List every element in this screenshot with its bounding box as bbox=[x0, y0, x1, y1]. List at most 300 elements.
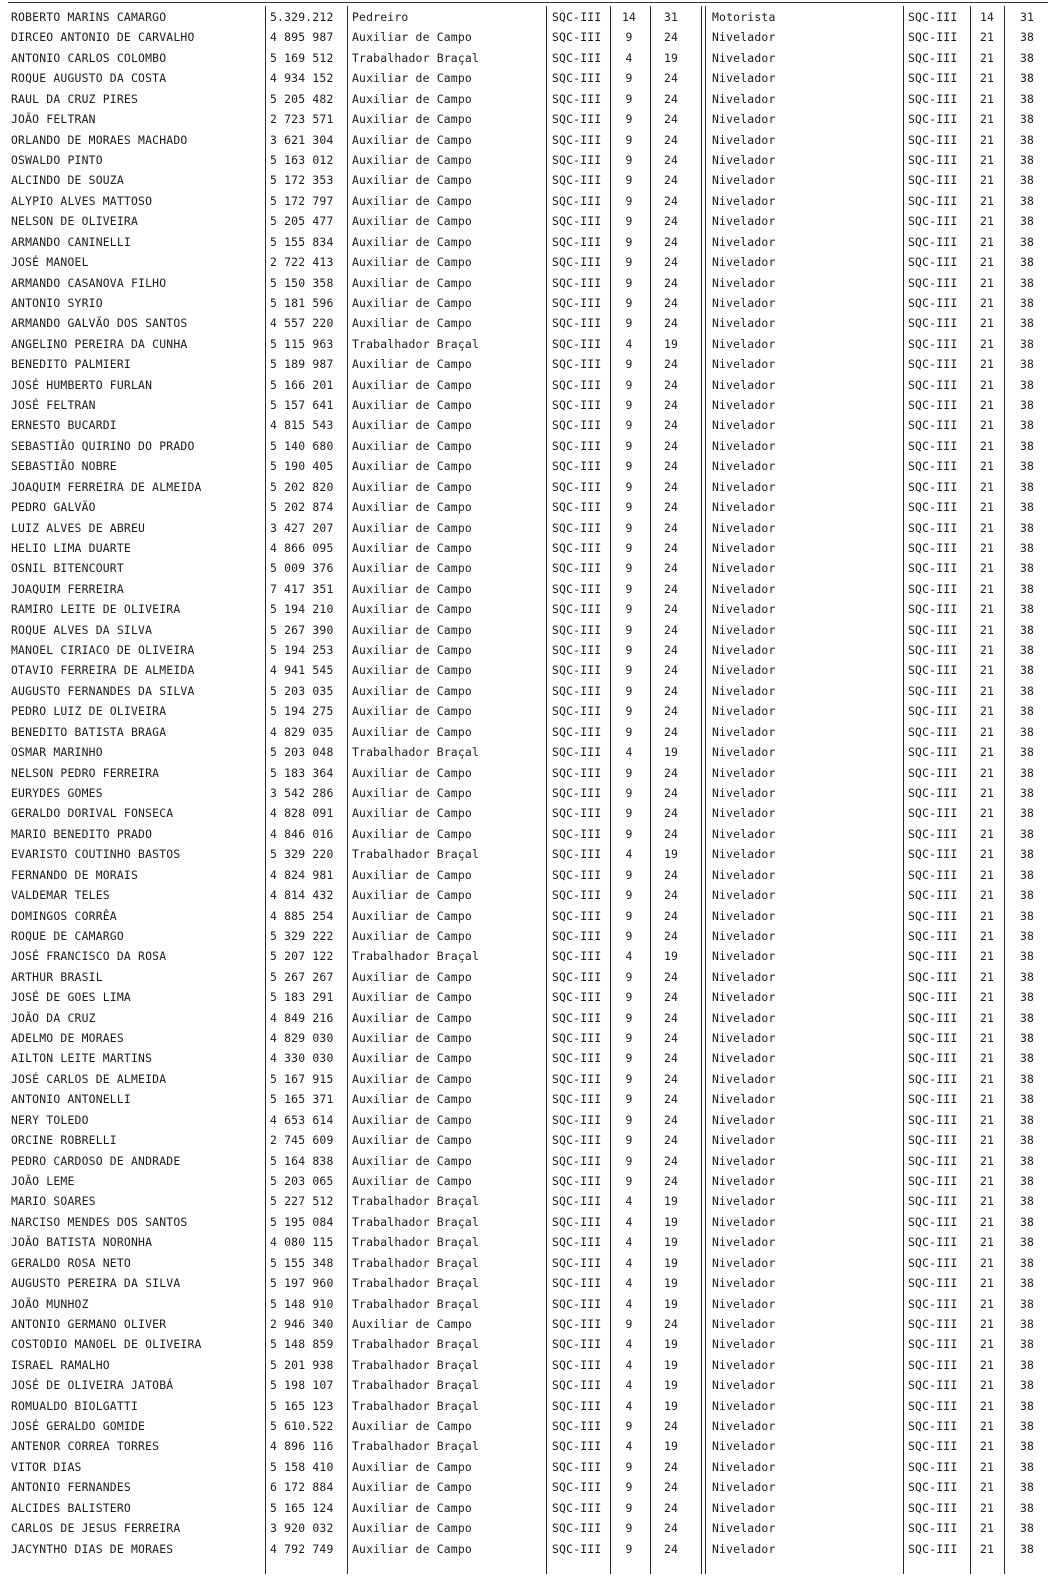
new-level: SQC-III bbox=[908, 1010, 958, 1025]
employee-name: ORLANDO DE MORAES MACHADO bbox=[11, 132, 188, 147]
new-grade-b: 38 bbox=[1019, 724, 1035, 739]
current-grade-a: 4 bbox=[625, 745, 633, 760]
employee-id: 5 227 512 bbox=[270, 1194, 334, 1209]
current-grade-a: 9 bbox=[625, 1500, 633, 1515]
current-role: Auxiliar de Campo bbox=[352, 1133, 472, 1148]
employee-name: NARCISO MENDES DOS SANTOS bbox=[11, 1214, 188, 1229]
new-grade-a: 21 bbox=[979, 1276, 995, 1290]
new-grade-b: 38 bbox=[1019, 1031, 1035, 1045]
table-row bbox=[0, 354, 1052, 374]
new-level: SQC-III bbox=[908, 683, 958, 698]
current-grade-a: 9 bbox=[625, 132, 633, 147]
current-role: Auxiliar de Campo bbox=[352, 622, 472, 637]
new-level: SQC-III bbox=[908, 295, 958, 310]
table-row bbox=[0, 191, 1052, 211]
employee-name: OSMAR MARINHO bbox=[11, 745, 103, 760]
current-role: Trabalhador Braçal bbox=[352, 1235, 480, 1250]
current-level: SQC-III bbox=[552, 990, 602, 1005]
new-level: SQC-III bbox=[908, 520, 958, 535]
current-grade-a: 9 bbox=[625, 826, 633, 841]
employee-id: 4 653 614 bbox=[270, 1112, 334, 1127]
new-level: SQC-III bbox=[908, 173, 958, 188]
new-grade-b: 38 bbox=[1019, 622, 1035, 637]
current-role: Auxiliar de Campo bbox=[352, 71, 472, 86]
current-grade-a: 9 bbox=[625, 602, 633, 617]
employee-name: SEBASTIÃO NOBRE bbox=[11, 459, 117, 474]
current-level: SQC-III bbox=[552, 1153, 602, 1168]
employee-name: ANTENOR CORREA TORRES bbox=[11, 1439, 160, 1454]
current-grade-b: 24 bbox=[663, 786, 679, 800]
new-grade-b: 38 bbox=[1019, 1500, 1035, 1515]
employee-name: RAUL DA CRUZ PIRES bbox=[11, 91, 139, 106]
new-role: Nivelador bbox=[712, 479, 776, 494]
current-level: SQC-III bbox=[552, 1541, 602, 1556]
new-role: Nivelador bbox=[712, 418, 776, 433]
current-level: SQC-III bbox=[552, 1092, 602, 1107]
current-level: SQC-III bbox=[552, 745, 602, 760]
table-row bbox=[0, 1048, 1052, 1068]
current-role: Auxiliar de Campo bbox=[352, 888, 472, 903]
table-row bbox=[0, 1191, 1052, 1211]
current-level: SQC-III bbox=[552, 1051, 602, 1066]
new-grade-b: 38 bbox=[1019, 30, 1035, 45]
current-level: SQC-III bbox=[552, 1419, 602, 1433]
current-level: SQC-III bbox=[552, 1337, 602, 1352]
current-role: Trabalhador Braçal bbox=[352, 50, 480, 65]
current-grade-b: 24 bbox=[663, 969, 679, 984]
current-grade-b: 19 bbox=[663, 1194, 679, 1209]
current-level: SQC-III bbox=[552, 214, 602, 229]
current-role: Trabalhador Braçal bbox=[352, 1439, 480, 1454]
current-grade-a: 9 bbox=[625, 418, 633, 433]
current-role: Auxiliar de Campo bbox=[352, 1316, 472, 1331]
table-row bbox=[0, 987, 1052, 1007]
current-grade-b: 19 bbox=[663, 1357, 679, 1372]
current-role: Trabalhador Braçal bbox=[352, 745, 480, 760]
current-grade-a: 9 bbox=[625, 1112, 633, 1127]
employee-id: 5 181 596 bbox=[270, 295, 334, 310]
employee-id: 3 542 286 bbox=[270, 786, 334, 800]
new-grade-a: 21 bbox=[979, 561, 995, 576]
table-row bbox=[0, 1416, 1052, 1436]
new-grade-a: 21 bbox=[979, 377, 995, 392]
employee-name: FERNANDO DE MORAIS bbox=[11, 867, 139, 882]
current-role: Trabalhador Braçal bbox=[352, 1194, 480, 1209]
new-role: Nivelador bbox=[712, 1541, 776, 1556]
new-role: Nivelador bbox=[712, 765, 776, 780]
table-row bbox=[0, 1518, 1052, 1538]
current-grade-b: 24 bbox=[663, 1541, 679, 1556]
new-grade-a: 21 bbox=[979, 1235, 995, 1250]
employee-name: RAMIRO LEITE DE OLIVEIRA bbox=[11, 602, 181, 617]
current-grade-a: 4 bbox=[625, 1398, 633, 1413]
current-grade-b: 19 bbox=[663, 1255, 679, 1270]
new-grade-b: 38 bbox=[1019, 479, 1035, 494]
new-level: SQC-III bbox=[908, 30, 958, 45]
current-level: SQC-III bbox=[552, 357, 602, 372]
table-row bbox=[0, 1477, 1052, 1497]
employee-name: ANGELINO PEREIRA DA CUNHA bbox=[11, 336, 188, 351]
new-grade-b: 38 bbox=[1019, 1419, 1035, 1433]
new-grade-a: 21 bbox=[979, 1153, 995, 1168]
current-role: Auxiliar de Campo bbox=[352, 1500, 472, 1515]
current-grade-b: 24 bbox=[663, 724, 679, 739]
current-grade-b: 24 bbox=[663, 1480, 679, 1495]
current-level: SQC-III bbox=[552, 826, 602, 841]
employee-name: OSWALDO PINTO bbox=[11, 152, 103, 167]
current-grade-a: 9 bbox=[625, 806, 633, 821]
employee-id: 5 163 012 bbox=[270, 152, 334, 167]
new-level: SQC-III bbox=[908, 91, 958, 106]
current-grade-b: 24 bbox=[663, 357, 679, 372]
table-row bbox=[0, 211, 1052, 231]
current-level: SQC-III bbox=[552, 1459, 602, 1474]
new-grade-a: 21 bbox=[979, 1398, 995, 1413]
new-grade-a: 21 bbox=[979, 1051, 995, 1066]
new-level: SQC-III bbox=[908, 50, 958, 65]
new-grade-a: 21 bbox=[979, 1337, 995, 1352]
table-row bbox=[0, 48, 1052, 68]
new-grade-a: 21 bbox=[979, 1010, 995, 1025]
employee-name: NELSON DE OLIVEIRA bbox=[11, 214, 139, 229]
new-grade-a: 21 bbox=[979, 1214, 995, 1229]
new-role: Nivelador bbox=[712, 1214, 776, 1229]
employee-name: JOSÉ MANOEL bbox=[11, 255, 89, 269]
new-grade-a: 21 bbox=[979, 295, 995, 310]
new-grade-a: 21 bbox=[979, 1133, 995, 1148]
table-row bbox=[0, 1151, 1052, 1171]
employee-name: PEDRO CARDOSO DE ANDRADE bbox=[11, 1153, 181, 1168]
new-grade-a: 21 bbox=[979, 132, 995, 147]
new-level: SQC-III bbox=[908, 112, 958, 127]
current-grade-a: 9 bbox=[625, 1316, 633, 1331]
employee-name: JACYNTHO DIAS DE MORAES bbox=[11, 1541, 174, 1556]
new-grade-b: 38 bbox=[1019, 1071, 1035, 1086]
current-level: SQC-III bbox=[552, 806, 602, 821]
current-role: Auxiliar de Campo bbox=[352, 234, 472, 249]
employee-id: 3 427 207 bbox=[270, 520, 334, 535]
new-level: SQC-III bbox=[908, 234, 958, 249]
employee-name: ROBERTO MARINS CAMARGO bbox=[11, 10, 167, 24]
new-grade-a: 21 bbox=[979, 214, 995, 229]
employee-name: JOAQUIM FERREIRA DE ALMEIDA bbox=[11, 479, 202, 494]
employee-id: 5 202 820 bbox=[270, 479, 334, 494]
new-role: Nivelador bbox=[712, 1521, 776, 1536]
current-grade-a: 4 bbox=[625, 847, 633, 862]
current-grade-b: 24 bbox=[663, 765, 679, 780]
employee-name: AUGUSTO FERNANDES DA SILVA bbox=[11, 683, 195, 698]
table-row bbox=[0, 1375, 1052, 1395]
current-grade-a: 9 bbox=[625, 398, 633, 412]
employee-name: EVARISTO COUTINHO BASTOS bbox=[11, 847, 181, 862]
current-role: Auxiliar de Campo bbox=[352, 1480, 472, 1495]
current-role: Trabalhador Braçal bbox=[352, 1255, 480, 1270]
current-level: SQC-III bbox=[552, 479, 602, 494]
new-grade-a: 21 bbox=[979, 357, 995, 372]
current-grade-a: 9 bbox=[625, 786, 633, 800]
current-grade-b: 19 bbox=[663, 1378, 679, 1393]
new-role: Nivelador bbox=[712, 1316, 776, 1331]
current-role: Auxiliar de Campo bbox=[352, 1092, 472, 1107]
new-level: SQC-III bbox=[908, 724, 958, 739]
current-level: SQC-III bbox=[552, 10, 602, 24]
table-row bbox=[0, 538, 1052, 558]
table-row bbox=[0, 1171, 1052, 1191]
current-grade-a: 9 bbox=[625, 867, 633, 882]
new-grade-b: 38 bbox=[1019, 928, 1035, 943]
current-role: Auxiliar de Campo bbox=[352, 173, 472, 188]
employee-name: BENEDITO BATISTA BRAGA bbox=[11, 724, 167, 739]
current-grade-b: 24 bbox=[663, 1010, 679, 1025]
employee-name: ANTONIO ANTONELLI bbox=[11, 1092, 131, 1107]
employee-name: MANOEL CIRIACO DE OLIVEIRA bbox=[11, 643, 195, 657]
current-level: SQC-III bbox=[552, 112, 602, 127]
table-row bbox=[0, 1355, 1052, 1375]
current-role: Trabalhador Braçal bbox=[352, 336, 480, 351]
current-level: SQC-III bbox=[552, 71, 602, 86]
new-grade-b: 38 bbox=[1019, 275, 1035, 290]
current-grade-a: 4 bbox=[625, 1378, 633, 1393]
new-grade-a: 21 bbox=[979, 949, 995, 964]
employee-id: 5 205 477 bbox=[270, 214, 334, 229]
current-grade-a: 4 bbox=[625, 1276, 633, 1290]
table-row bbox=[0, 293, 1052, 313]
table-row bbox=[0, 1273, 1052, 1293]
current-level: SQC-III bbox=[552, 132, 602, 147]
new-grade-b: 38 bbox=[1019, 786, 1035, 800]
new-level: SQC-III bbox=[908, 418, 958, 433]
new-grade-b: 38 bbox=[1019, 704, 1035, 719]
table-row bbox=[0, 660, 1052, 680]
table-row bbox=[0, 681, 1052, 701]
employee-id: 4 896 116 bbox=[270, 1439, 334, 1454]
employee-name: ANTONIO FERNANDES bbox=[11, 1480, 131, 1495]
new-level: SQC-III bbox=[908, 214, 958, 229]
employee-name: AILTON LEITE MARTINS bbox=[11, 1051, 153, 1066]
new-grade-a: 21 bbox=[979, 520, 995, 535]
new-grade-b: 38 bbox=[1019, 1357, 1035, 1372]
current-grade-b: 24 bbox=[663, 1521, 679, 1536]
new-role: Nivelador bbox=[712, 1112, 776, 1127]
current-grade-a: 9 bbox=[625, 91, 633, 106]
new-role: Nivelador bbox=[712, 1337, 776, 1352]
new-role: Nivelador bbox=[712, 152, 776, 167]
current-grade-a: 9 bbox=[625, 459, 633, 474]
table-row bbox=[0, 599, 1052, 619]
current-level: SQC-III bbox=[552, 295, 602, 310]
current-grade-b: 24 bbox=[663, 214, 679, 229]
employee-id: 7 417 351 bbox=[270, 581, 334, 596]
table-row bbox=[0, 395, 1052, 415]
employee-name: ARMANDO CANINELLI bbox=[11, 234, 131, 249]
current-level: SQC-III bbox=[552, 949, 602, 964]
employee-id: 5 183 291 bbox=[270, 990, 334, 1005]
current-grade-b: 24 bbox=[663, 1133, 679, 1148]
new-grade-b: 38 bbox=[1019, 1480, 1035, 1495]
new-role: Nivelador bbox=[712, 1051, 776, 1066]
new-grade-b: 38 bbox=[1019, 1541, 1035, 1556]
current-level: SQC-III bbox=[552, 908, 602, 923]
new-role: Nivelador bbox=[712, 540, 776, 555]
new-level: SQC-III bbox=[908, 1459, 958, 1474]
current-level: SQC-III bbox=[552, 173, 602, 188]
current-level: SQC-III bbox=[552, 152, 602, 167]
new-role: Nivelador bbox=[712, 1092, 776, 1107]
current-grade-b: 24 bbox=[663, 683, 679, 698]
new-role: Nivelador bbox=[712, 622, 776, 637]
employee-id: 4 829 035 bbox=[270, 724, 334, 739]
employee-id: 4 941 545 bbox=[270, 663, 334, 678]
new-role: Nivelador bbox=[712, 663, 776, 678]
current-level: SQC-III bbox=[552, 1296, 602, 1311]
new-grade-a: 14 bbox=[979, 10, 995, 24]
new-grade-a: 21 bbox=[979, 438, 995, 453]
employee-id: 4 080 115 bbox=[270, 1235, 334, 1250]
current-grade-b: 24 bbox=[663, 928, 679, 943]
new-grade-b: 38 bbox=[1019, 1255, 1035, 1270]
new-grade-a: 21 bbox=[979, 663, 995, 678]
new-level: SQC-III bbox=[908, 1071, 958, 1086]
employee-name: VALDEMAR TELES bbox=[11, 888, 110, 903]
new-grade-b: 38 bbox=[1019, 1133, 1035, 1148]
current-grade-a: 9 bbox=[625, 1031, 633, 1045]
table-row bbox=[0, 824, 1052, 844]
employee-name: ALCINDO DE SOUZA bbox=[11, 173, 124, 188]
new-grade-b: 38 bbox=[1019, 1439, 1035, 1454]
table-row bbox=[0, 375, 1052, 395]
new-role: Nivelador bbox=[712, 255, 776, 269]
top-rule bbox=[8, 2, 1048, 3]
current-grade-b: 19 bbox=[663, 1439, 679, 1454]
new-role: Nivelador bbox=[712, 908, 776, 923]
new-grade-b: 38 bbox=[1019, 193, 1035, 208]
employee-id: 5 202 874 bbox=[270, 500, 334, 515]
employee-name: ANTONIO GERMANO OLIVER bbox=[11, 1316, 167, 1331]
employee-id: 5 267 267 bbox=[270, 969, 334, 984]
current-grade-b: 24 bbox=[663, 193, 679, 208]
new-level: SQC-III bbox=[908, 1439, 958, 1454]
employee-id: 5 610.522 bbox=[270, 1419, 334, 1433]
table-row bbox=[0, 1498, 1052, 1518]
new-grade-a: 21 bbox=[979, 1031, 995, 1045]
new-grade-a: 21 bbox=[979, 1173, 995, 1188]
new-grade-b: 38 bbox=[1019, 867, 1035, 882]
current-level: SQC-III bbox=[552, 1133, 602, 1148]
current-level: SQC-III bbox=[552, 275, 602, 290]
new-role: Nivelador bbox=[712, 888, 776, 903]
current-grade-a: 9 bbox=[625, 1133, 633, 1148]
new-grade-b: 38 bbox=[1019, 1459, 1035, 1474]
current-role: Auxiliar de Campo bbox=[352, 30, 472, 45]
new-grade-b: 38 bbox=[1019, 234, 1035, 249]
new-grade-b: 38 bbox=[1019, 540, 1035, 555]
new-grade-a: 21 bbox=[979, 622, 995, 637]
current-role: Auxiliar de Campo bbox=[352, 1051, 472, 1066]
new-grade-b: 38 bbox=[1019, 581, 1035, 596]
new-grade-b: 38 bbox=[1019, 949, 1035, 964]
current-grade-a: 9 bbox=[625, 255, 633, 269]
employee-id: 5 140 680 bbox=[270, 438, 334, 453]
new-level: SQC-III bbox=[908, 1500, 958, 1515]
table-row bbox=[0, 926, 1052, 946]
new-grade-a: 21 bbox=[979, 1459, 995, 1474]
employee-id: 5 148 859 bbox=[270, 1337, 334, 1352]
current-grade-a: 9 bbox=[625, 622, 633, 637]
current-role: Auxiliar de Campo bbox=[352, 561, 472, 576]
new-level: SQC-III bbox=[908, 1255, 958, 1270]
current-grade-a: 9 bbox=[625, 1419, 633, 1433]
employee-name: HELIO LIMA DUARTE bbox=[11, 540, 131, 555]
current-grade-b: 19 bbox=[663, 336, 679, 351]
new-level: SQC-III bbox=[908, 1398, 958, 1413]
employee-id: 5.329.212 bbox=[270, 10, 334, 24]
new-level: SQC-III bbox=[908, 1235, 958, 1250]
current-grade-a: 9 bbox=[625, 275, 633, 290]
new-role: Nivelador bbox=[712, 1378, 776, 1393]
employee-name: ROQUE AUGUSTO DA COSTA bbox=[11, 71, 167, 86]
employee-name: NERY TOLEDO bbox=[11, 1112, 89, 1127]
current-grade-a: 14 bbox=[621, 10, 637, 24]
new-level: SQC-III bbox=[908, 479, 958, 494]
current-role: Auxiliar de Campo bbox=[352, 214, 472, 229]
employee-id: 5 155 834 bbox=[270, 234, 334, 249]
new-level: SQC-III bbox=[908, 336, 958, 351]
current-role: Auxiliar de Campo bbox=[352, 500, 472, 515]
employee-id: 4 849 216 bbox=[270, 1010, 334, 1025]
current-role: Auxiliar de Campo bbox=[352, 398, 472, 412]
new-grade-b: 38 bbox=[1019, 71, 1035, 86]
new-role: Nivelador bbox=[712, 969, 776, 984]
new-role: Nivelador bbox=[712, 602, 776, 617]
new-grade-b: 38 bbox=[1019, 1092, 1035, 1107]
new-role: Nivelador bbox=[712, 867, 776, 882]
table-row bbox=[0, 273, 1052, 293]
employee-id: 2 722 413 bbox=[270, 255, 334, 269]
current-grade-a: 9 bbox=[625, 520, 633, 535]
current-role: Auxiliar de Campo bbox=[352, 1419, 472, 1433]
current-role: Auxiliar de Campo bbox=[352, 316, 472, 331]
table-row bbox=[0, 763, 1052, 783]
new-role: Nivelador bbox=[712, 1133, 776, 1148]
current-role: Auxiliar de Campo bbox=[352, 643, 472, 657]
employee-id: 4 895 987 bbox=[270, 30, 334, 45]
current-role: Auxiliar de Campo bbox=[352, 418, 472, 433]
current-level: SQC-III bbox=[552, 786, 602, 800]
new-level: SQC-III bbox=[908, 745, 958, 760]
employee-id: 2 745 609 bbox=[270, 1133, 334, 1148]
current-role: Auxiliar de Campo bbox=[352, 520, 472, 535]
current-grade-b: 24 bbox=[663, 1112, 679, 1127]
employee-name: LUIZ ALVES DE ABREU bbox=[11, 520, 146, 535]
current-role: Auxiliar de Campo bbox=[352, 990, 472, 1005]
current-grade-b: 19 bbox=[663, 1276, 679, 1290]
new-level: SQC-III bbox=[908, 152, 958, 167]
current-role: Auxiliar de Campo bbox=[352, 602, 472, 617]
current-grade-a: 4 bbox=[625, 949, 633, 964]
current-role: Auxiliar de Campo bbox=[352, 91, 472, 106]
new-role: Nivelador bbox=[712, 1255, 776, 1270]
column-divider bbox=[650, 6, 651, 1574]
employee-id: 5 165 124 bbox=[270, 1500, 334, 1515]
new-level: SQC-III bbox=[908, 786, 958, 800]
new-level: SQC-III bbox=[908, 1092, 958, 1107]
new-grade-a: 21 bbox=[979, 1480, 995, 1495]
new-level: SQC-III bbox=[908, 561, 958, 576]
table-row bbox=[0, 946, 1052, 966]
new-grade-b: 38 bbox=[1019, 908, 1035, 923]
new-level: SQC-III bbox=[908, 275, 958, 290]
new-grade-b: 38 bbox=[1019, 1112, 1035, 1127]
